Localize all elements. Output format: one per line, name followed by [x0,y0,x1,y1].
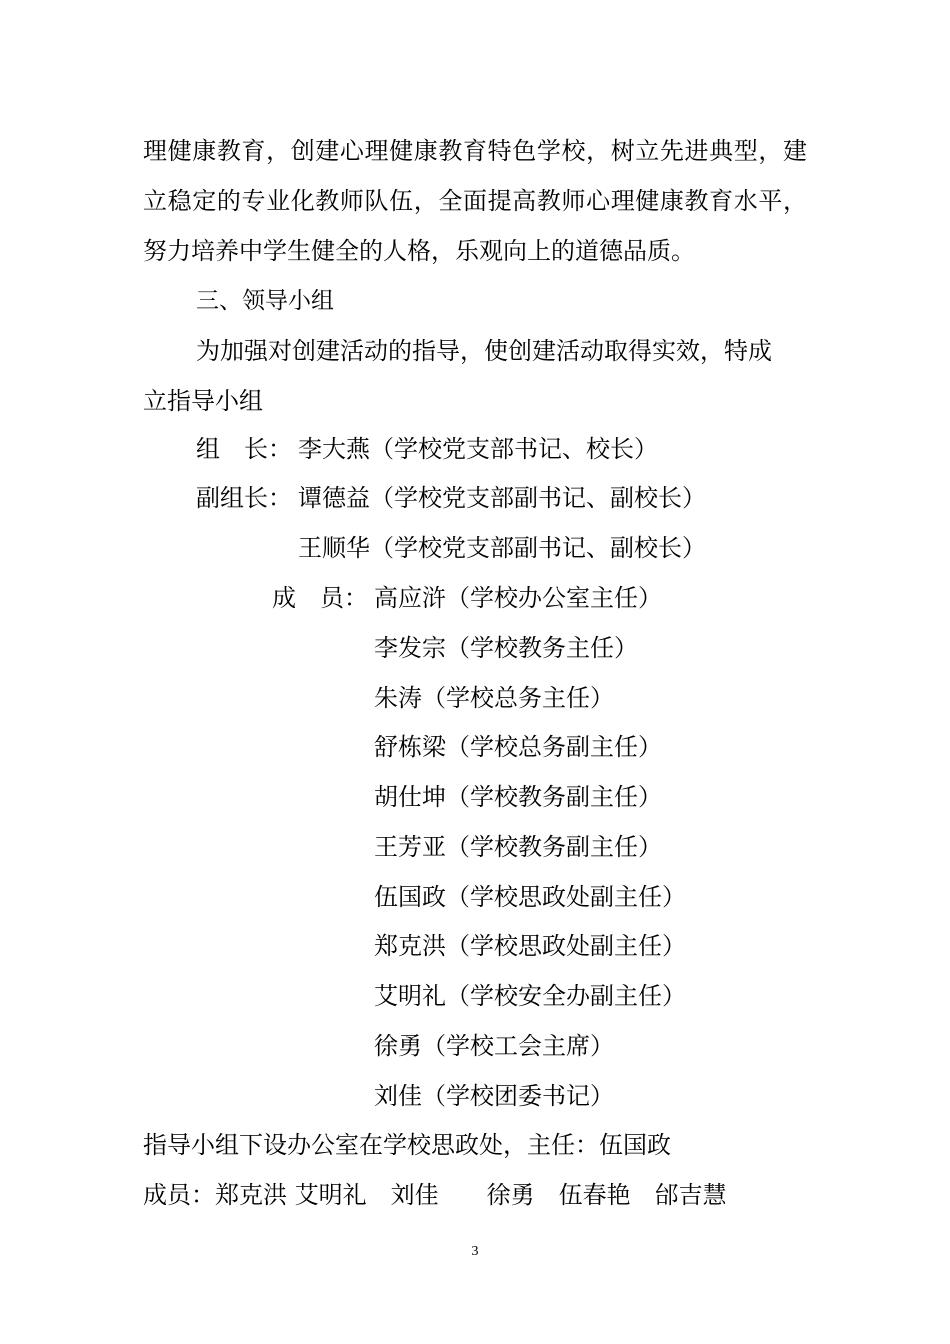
paragraph-line: 理健康教育，创建心理健康教育特色学校，树立先进典型，建 [143,137,807,165]
member-entry: 朱涛（学校总务主任） [374,684,614,712]
member-entry: 郑克洪（学校思政处副主任） [374,932,686,960]
member-entry: 徐勇（学校工会主席） [374,1032,614,1060]
member-entry: 伍国政（学校思政处副主任） [374,883,686,911]
member-entry: 王芳亚（学校教务副主任） [374,833,662,861]
section-heading: 三、领导小组 [196,288,334,314]
deputy-name: 王顺华（学校党支部副书记、副校长） [298,534,706,562]
member-entry: 李发宗（学校教务主任） [374,634,638,662]
office-line: 指导小组下设办公室在学校思政处，主任：伍国政 [143,1131,671,1159]
member-entry: 艾明礼（学校安全办副主任） [374,982,686,1010]
paragraph-line: 立指导小组 [143,387,263,415]
page-number: 3 [471,1244,479,1259]
deputy-name: 谭德益（学校党支部副书记、副校长） [298,484,706,512]
leader-name: 李大燕（学校党支部书记、校长） [298,435,658,463]
members-label: 成 员： [272,584,368,612]
paragraph-line: 为加强对创建活动的指导，使创建活动取得实效，特成 [196,337,772,365]
member-entry: 舒栋梁（学校总务副主任） [374,733,662,761]
office-members-line: 成员：郑克洪 艾明礼 刘佳 徐勇 伍春艳 邰吉慧 [143,1181,727,1209]
paragraph-line: 立稳定的专业化教师队伍，全面提高教师心理健康教育水平， [143,187,807,215]
member-entry: 胡仕坤（学校教务副主任） [374,783,662,811]
paragraph-line: 努力培养中学生健全的人格，乐观向上的道德品质。 [143,237,695,265]
member-entry: 刘佳（学校团委书记） [374,1082,614,1110]
member-entry: 高应浒（学校办公室主任） [374,584,662,612]
deputy-label: 副组长： [196,484,292,512]
leader-label: 组 长： [196,435,292,463]
